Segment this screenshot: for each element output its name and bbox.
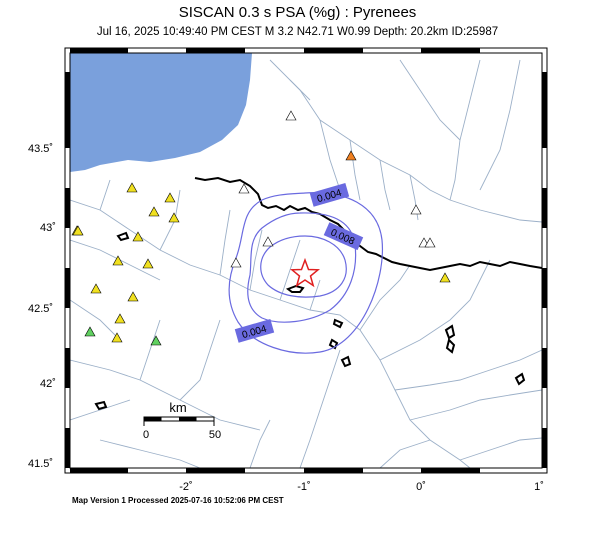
contour-label	[310, 183, 349, 207]
lat-label: 41.5˚	[28, 458, 54, 470]
map-title: SISCAN 0.3 s PSA (%g) : Pyrenees	[178, 4, 417, 21]
station-marker-icon	[286, 111, 296, 120]
epicenter-star-icon	[292, 260, 318, 286]
scale-label-start: 0	[142, 429, 150, 441]
sea-area	[70, 53, 252, 172]
station-marker-icon	[169, 213, 179, 222]
station-marker-icon	[151, 336, 161, 345]
svg-text:0.004: 0.004	[315, 187, 343, 206]
station-marker-icon	[149, 207, 159, 216]
scale-unit: km	[169, 400, 187, 415]
lon-label: -2˚	[179, 481, 193, 493]
station-marker-icon	[231, 258, 241, 267]
station-marker-icon	[440, 273, 450, 282]
station-marker-icon	[165, 193, 175, 202]
station-marker-icon	[346, 151, 356, 160]
lakes	[96, 233, 524, 409]
station-marker-icon	[143, 259, 153, 268]
contour-label	[324, 222, 363, 250]
event-info: Jul 16, 2025 10:49:40 PM CEST M 3.2 N42.71 W0.99 Depth: 20.2km ID:25987	[96, 26, 499, 38]
scale-label-end: 50	[208, 429, 222, 441]
station-marker-icon	[263, 237, 273, 246]
station-marker-icon	[411, 205, 421, 214]
lat-label: 43˚	[40, 222, 56, 234]
station-marker-icon	[128, 292, 138, 301]
contour-label	[235, 319, 274, 343]
svg-text:0.008: 0.008	[328, 227, 357, 248]
lat-label: 42˚	[40, 378, 56, 390]
lon-label: 1˚	[534, 481, 544, 493]
lat-label: 42.5˚	[28, 303, 54, 315]
station-marker-icon	[85, 327, 95, 336]
svg-text:0.004: 0.004	[240, 323, 268, 342]
station-marker-icon	[112, 333, 122, 342]
lon-label: -1˚	[297, 481, 311, 493]
lon-label: 0˚	[416, 481, 426, 493]
station-marker-icon	[91, 284, 101, 293]
processing-footer: Map Version 1 Processed 2025-07-16 10:52:06 PM CEST	[72, 496, 284, 505]
scale-bar	[143, 400, 221, 441]
station-marker-icon	[115, 314, 125, 323]
lat-label: 43.5˚	[28, 143, 54, 155]
station-marker-icon	[127, 183, 137, 192]
